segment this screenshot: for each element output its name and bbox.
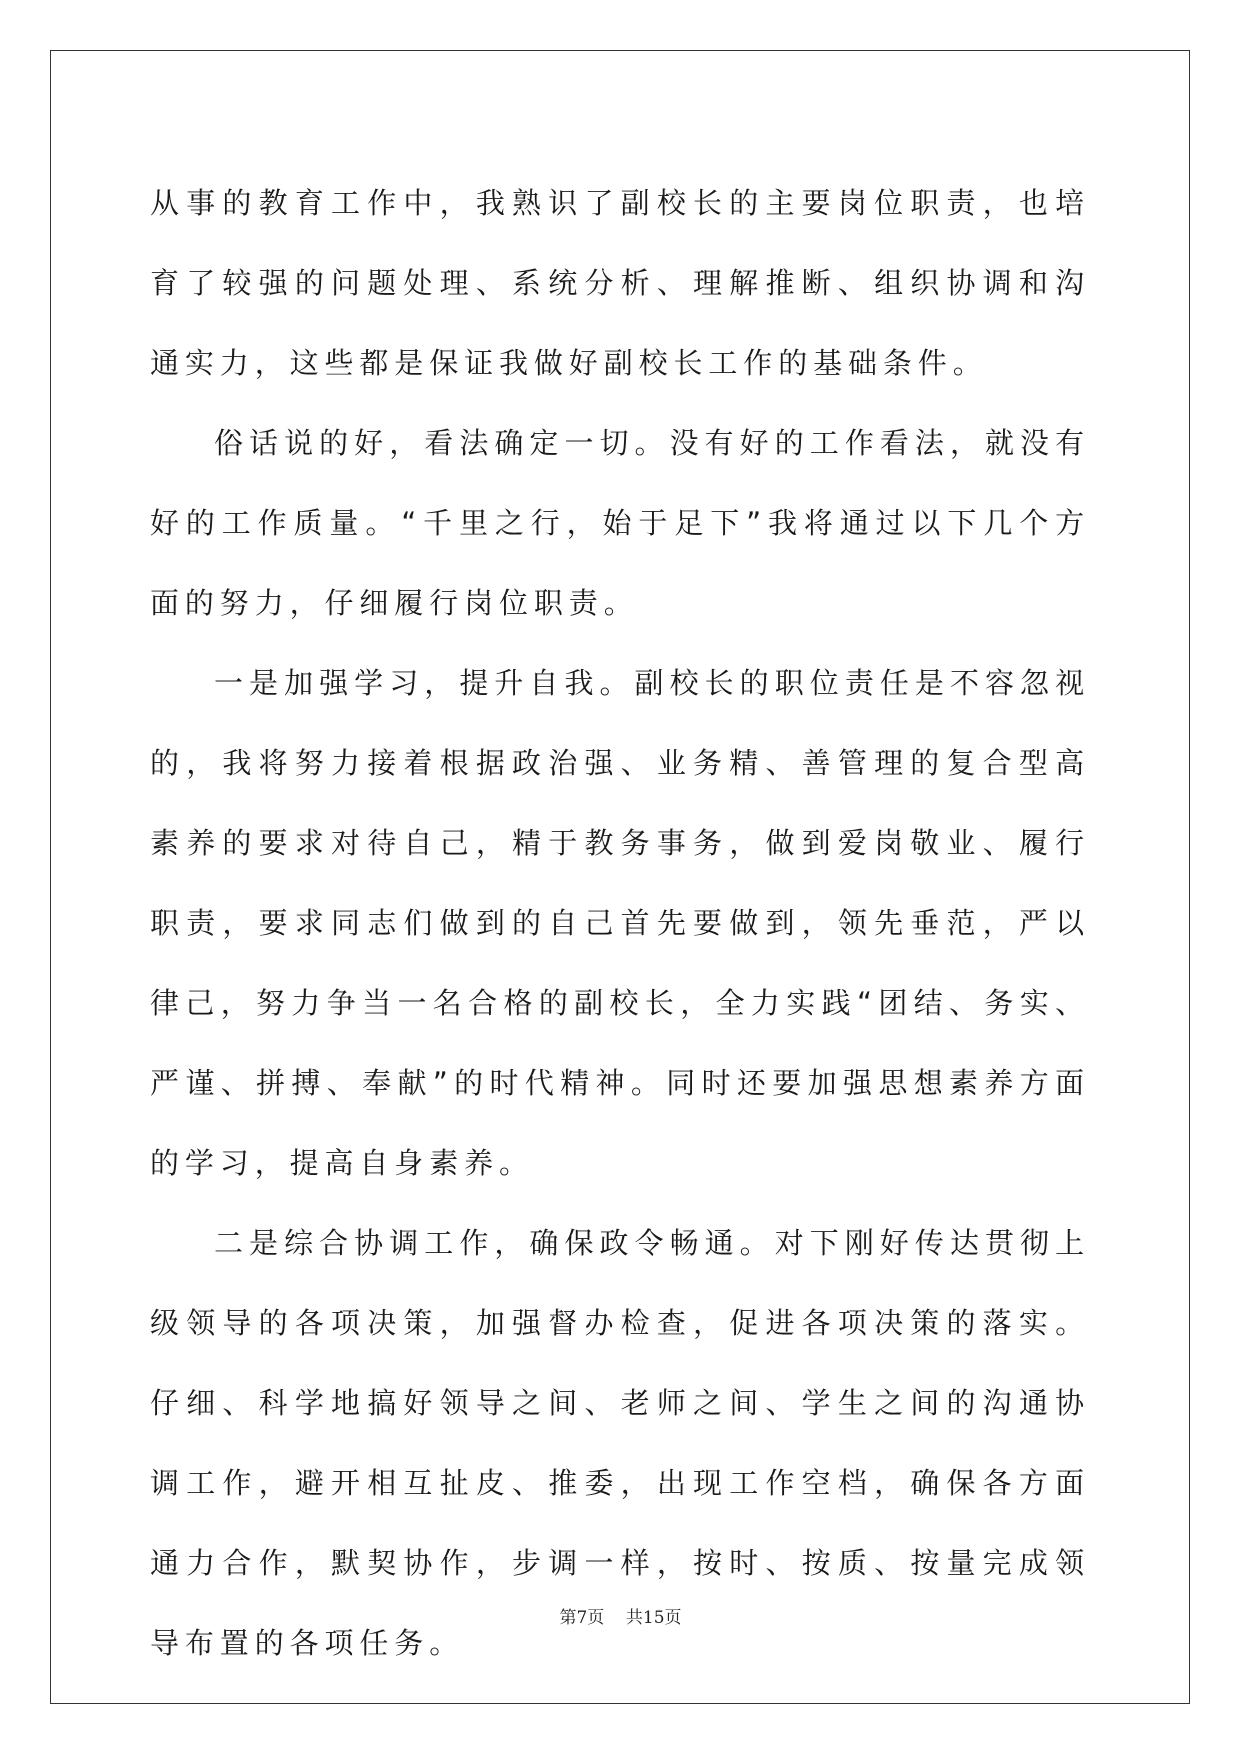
paragraph-1: 从事的教育工作中，我熟识了副校长的主要岗位职责，也培育了较强的问题处理、系统分析、理解推断、组织协调和沟通实力，这些都是保证我做好副校长工作的基础条件。 bbox=[150, 186, 1090, 380]
page-total: 共15页 bbox=[625, 1608, 682, 1628]
paragraph-3: 一是加强学习，提升自我。副校长的职位责任是不容忽视的，我将努力接着根据政治强、业务精、善管理的复合型高素养的要求对待自己，精于教务事务，做到爱岗敬业、履行职责，要求同志们做到的自己首先要做到，领先垂范，严以律己，努力争当一名合格的副校长，全力实践“团结、务实、严谨、拼搏、奉献”的时代精神。同时还要加强思想素养方面的学习，提高自身素养。 bbox=[150, 666, 1090, 1180]
page-footer bbox=[0, 1603, 1241, 1628]
document-body bbox=[150, 163, 1090, 1683]
footer-separator bbox=[604, 1608, 626, 1628]
paragraph-2: 俗话说的好，看法确定一切。没有好的工作看法，就没有好的工作质量。“千里之行，始于足下”我将通过以下几个方面的努力，仔细履行岗位职责。 bbox=[150, 426, 1090, 620]
paragraph-4: 二是综合协调工作，确保政令畅通。对下刚好传达贯彻上级领导的各项决策，加强督办检查，促进各项决策的落实。仔细、科学地搞好领导之间、老师之间、学生之间的沟通协调工作，避开相互扯皮、推委，出现工作空档，确保各方面通力合作，默契协作，步调一样，按时、按质、按量完成领导布置的各项任务。 bbox=[150, 1226, 1090, 1660]
page-number: 第7页 bbox=[559, 1608, 605, 1628]
